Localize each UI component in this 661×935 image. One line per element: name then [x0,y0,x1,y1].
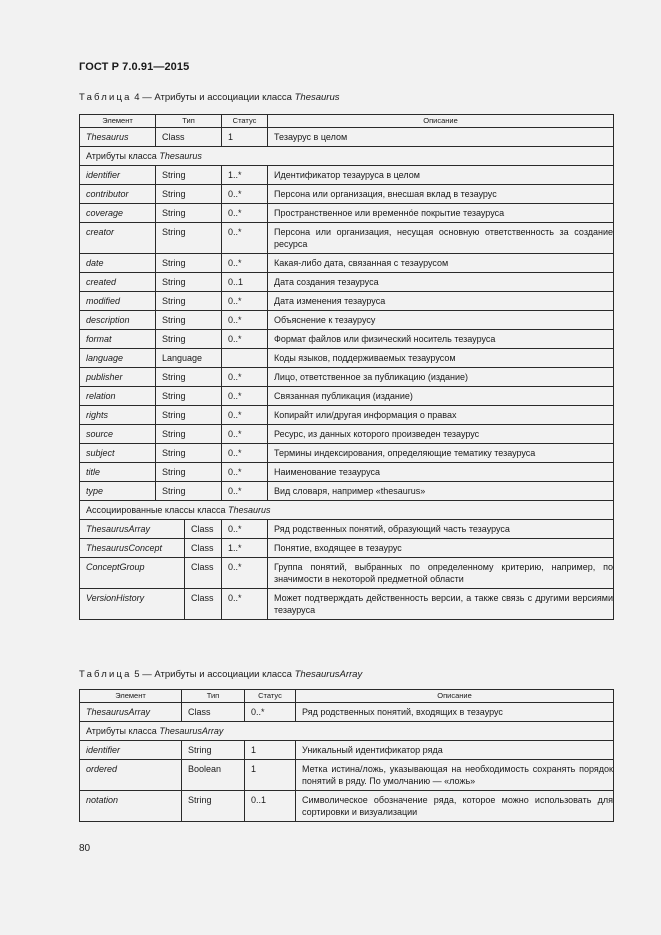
status-cell: 0..* [222,387,268,406]
table4-caption-text: — Атрибуты и ассоциации класса [142,92,292,103]
element-cell: subject [80,444,156,463]
table5-caption-number: 5 [134,669,140,680]
table-row [80,760,614,791]
type-cell: Class [185,520,222,539]
table-row [80,703,614,722]
description-cell: Коды языков, поддерживаемых тезаурусом [268,349,614,368]
description-cell: Дата изменения тезауруса [268,292,614,311]
column-header-description: Описание [268,115,614,128]
section-row [80,147,614,166]
table-row [80,387,614,406]
type-cell: Class [185,589,222,620]
status-cell: 0..1 [245,791,296,822]
table-row [80,444,614,463]
status-cell: 0..* [222,589,268,620]
table5-header-row [80,690,614,703]
column-header-description: Описание [296,690,614,703]
description-cell: Группа понятий, выбранных по определенному критерию, например, по значимости в некоторой предметной области [268,558,614,589]
type-cell: Class [182,703,245,722]
description-cell: Понятие, входящее в тезаурус [268,539,614,558]
element-cell: ThesaurusArray [80,703,182,722]
element-cell: notation [80,791,182,822]
table4-body [80,128,614,620]
table-row [80,520,614,539]
description-cell: Копирайт или/другая информация о правах [268,406,614,425]
description-cell: Ряд родственных понятий, образующий часть тезауруса [268,520,614,539]
table-row [80,166,614,185]
status-cell: 0..* [222,311,268,330]
status-cell: 0..* [222,482,268,501]
element-cell: identifier [80,166,156,185]
column-header-type: Тип [156,115,222,128]
description-cell: Персона или организация, внесшая вклад в тезаурус [268,185,614,204]
type-cell: Class [156,128,222,147]
column-header-status: Статус [222,115,268,128]
description-cell: Ресурс, из данных которого произведен тезаурус [268,425,614,444]
description-cell: Дата создания тезауруса [268,273,614,292]
element-cell: ordered [80,760,182,791]
description-cell: Тезаурус в целом [268,128,614,147]
table-row [80,463,614,482]
element-cell: date [80,254,156,273]
description-cell: Связанная публикация (издание) [268,387,614,406]
element-cell: contributor [80,185,156,204]
type-cell: String [156,254,222,273]
type-cell: Class [185,558,222,589]
element-cell: creator [80,223,156,254]
type-cell: String [156,482,222,501]
table-row [80,330,614,349]
element-cell: relation [80,387,156,406]
element-cell: ThesaurusConcept [80,539,185,558]
description-cell: Лицо, ответственное за публикацию (издание) [268,368,614,387]
element-cell: description [80,311,156,330]
element-cell: ThesaurusArray [80,520,185,539]
description-cell: Идентификатор тезауруса в целом [268,166,614,185]
status-cell: 0..* [222,223,268,254]
status-cell: 0..* [222,254,268,273]
status-cell: 0..* [222,204,268,223]
type-cell: String [156,166,222,185]
status-cell: 0..* [222,558,268,589]
section-heading-class: Thesaurus [228,505,271,515]
column-header-type: Тип [182,690,245,703]
section-row [80,501,614,520]
description-cell: Термины индексирования, определяющие тематику тезауруса [268,444,614,463]
type-cell: String [156,204,222,223]
description-cell: Персона или организация, несущая основную ответственность за создание ресурса [268,223,614,254]
element-cell: ConceptGroup [80,558,185,589]
status-cell: 0..* [245,703,296,722]
element-cell: identifier [80,741,182,760]
description-cell: Метка истина/ложь, указывающая на необходимость сохранять порядок понятий в ряду. По умолчанию — «ложь» [296,760,614,791]
table4-header-row [80,115,614,128]
type-cell: String [156,292,222,311]
section-heading-class: Thesaurus [159,151,202,161]
section-heading-text: Атрибуты класса [86,151,157,161]
element-cell: format [80,330,156,349]
table-row [80,273,614,292]
element-cell: publisher [80,368,156,387]
type-cell: String [156,425,222,444]
element-cell: title [80,463,156,482]
type-cell: Class [185,539,222,558]
status-cell: 1..* [222,166,268,185]
type-cell: String [156,185,222,204]
table-row [80,223,614,254]
status-cell: 0..* [222,185,268,204]
table-row [80,254,614,273]
element-cell: Thesaurus [80,128,156,147]
section-heading [80,147,614,166]
type-cell: String [156,223,222,254]
type-cell: String [156,368,222,387]
table5-body [80,703,614,822]
page-number: 80 [79,843,91,854]
column-header-element: Элемент [80,690,182,703]
table-row [80,204,614,223]
type-cell: String [156,444,222,463]
element-cell: type [80,482,156,501]
description-cell: Наименование тезауруса [268,463,614,482]
status-cell: 1 [245,760,296,791]
element-cell: rights [80,406,156,425]
table-row [80,128,614,147]
column-header-element: Элемент [80,115,156,128]
status-cell: 0..* [222,368,268,387]
status-cell: 0..* [222,444,268,463]
table4-caption-prefix: Таблица [79,92,132,103]
section-heading-text: Ассоциированные классы класса [86,505,226,515]
type-cell: String [182,741,245,760]
section-heading [80,722,614,741]
document-header: ГОСТ Р 7.0.91—2015 [79,61,190,73]
status-cell: 0..* [222,406,268,425]
table-row [80,558,614,589]
table-row [80,185,614,204]
element-cell: VersionHistory [80,589,185,620]
table-row [80,482,614,501]
element-cell: language [80,349,156,368]
table5-caption-text: — Атрибуты и ассоциации класса [142,669,292,680]
description-cell: Ряд родственных понятий, входящих в тезаурус [296,703,614,722]
type-cell: String [156,463,222,482]
description-cell: Объяснение к тезаурусу [268,311,614,330]
status-cell [222,349,268,368]
type-cell: Boolean [182,760,245,791]
table5-caption-class: ThesaurusArray [294,669,363,680]
description-cell: Вид словаря, например «thesaurus» [268,482,614,501]
element-cell: modified [80,292,156,311]
table-row [80,349,614,368]
description-cell: Уникальный идентификатор ряда [296,741,614,760]
table4 [79,114,614,620]
table-row [80,791,614,822]
table-row [80,741,614,760]
type-cell: String [156,311,222,330]
element-cell: created [80,273,156,292]
table5-caption [79,669,362,680]
section-row [80,722,614,741]
table-row [80,311,614,330]
type-cell: String [182,791,245,822]
type-cell: String [156,387,222,406]
status-cell: 0..* [222,463,268,482]
status-cell: 0..1 [222,273,268,292]
table4-caption-class: Thesaurus [294,92,340,103]
description-cell: Символическое обозначение ряда, которое можно использовать для сортировки и визуализации [296,791,614,822]
status-cell: 0..* [222,520,268,539]
status-cell: 0..* [222,292,268,311]
type-cell: String [156,330,222,349]
status-cell: 1..* [222,539,268,558]
table-row [80,425,614,444]
status-cell: 1 [245,741,296,760]
element-cell: source [80,425,156,444]
section-heading-text: Атрибуты класса [86,726,157,736]
table4-caption-number: 4 [134,92,140,103]
status-cell: 0..* [222,425,268,444]
table5-caption-prefix: Таблица [79,669,132,680]
description-cell: Может подтверждать действенность версии, а также связь с другими версиями тезауруса [268,589,614,620]
table-row [80,406,614,425]
table-row [80,589,614,620]
type-cell: String [156,273,222,292]
status-cell: 1 [222,128,268,147]
type-cell: String [156,406,222,425]
table-row [80,539,614,558]
table-row [80,292,614,311]
description-cell: Какая-либо дата, связанная с тезаурусом [268,254,614,273]
description-cell: Формат файлов или физический носитель тезауруса [268,330,614,349]
element-cell: coverage [80,204,156,223]
table-row [80,368,614,387]
status-cell: 0..* [222,330,268,349]
table5 [79,689,614,822]
column-header-status: Статус [245,690,296,703]
section-heading-class: ThesaurusArray [159,726,224,736]
table4-caption [79,92,340,103]
description-cell: Пространственное или временнóе покрытие тезауруса [268,204,614,223]
section-heading [80,501,614,520]
type-cell: Language [156,349,222,368]
